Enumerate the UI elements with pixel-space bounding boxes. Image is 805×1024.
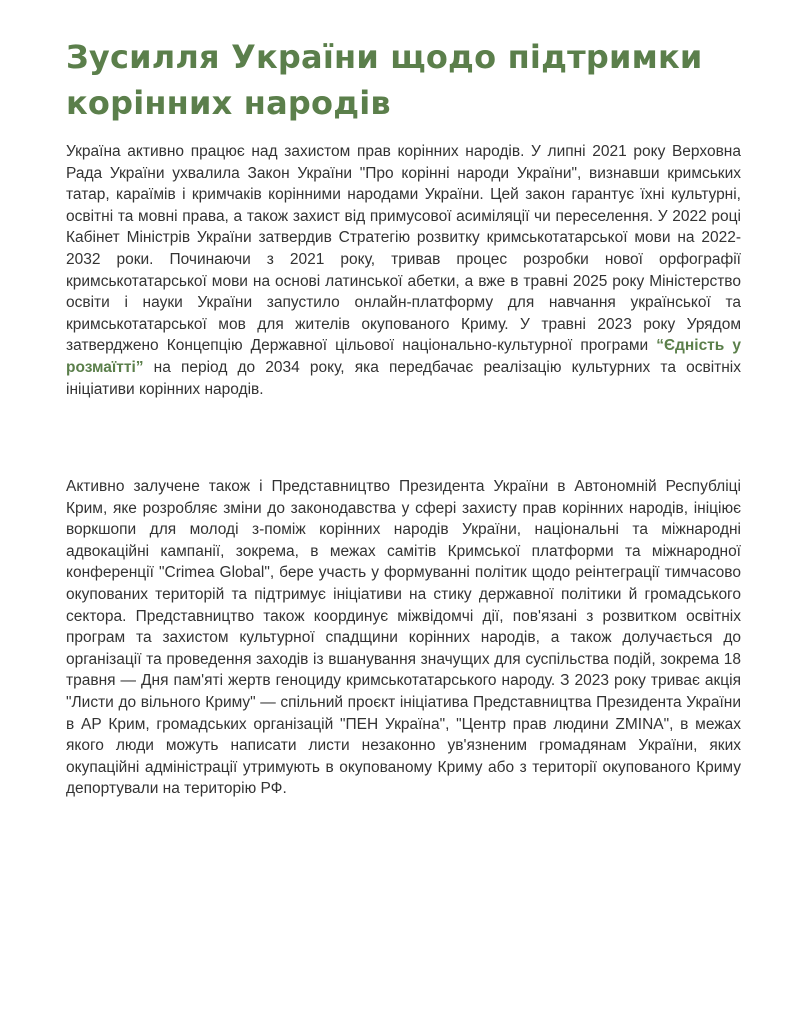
paragraph-1-part-1: Україна активно працює над захистом прав корінних народів. У липні 2021 року Верховна Рада України ухвалила Закон України "Про корінні народи України", визнавши кримських татар, караїмів і кримчаків корінними народами України. Цей закон гарантує їхні культурні, освітні та мовні права, а також захист від примусової асиміляції чи переселення. У 2022 році Кабінет Міністрів України затвердив Стратегію розвитку кримськотатарської мови на 2022-2032 роки. Починаючи з 2021 року, тривав процес розробки нової орфографії кримськотатарської мови на основі латинської абетки, а вже в травні 2025 року Міністерство освіти і науки України запустило онлайн-платформу для навчання української та кримськотатарської мов для жителів окупованого Криму. У травні 2023 року Урядом затверджено Концепцію Державної цільової національно-культурної програми — [66, 143, 741, 355]
program-name-highlight: “Єдність у розмаїтті” — [66, 337, 741, 376]
page-title: Зусилля України щодо підтримки корінних народів — [66, 38, 703, 122]
paragraph-2 — [66, 476, 741, 800]
paragraph-2-text: Активно залучене також і Представництво Президента України в Автономній Республіці Крим, яке розробляє зміни до законодавства у сфері захисту прав корінних народів, ініціює воркшопи для молоді з-поміж корінних народів України, національні та міжнародні адвокаційні кампанії, зокрема, в межах самітів Кримської платформи та міжнародної конференції "Crimea Global", бере участь у формуванні політик щодо реінтеграції тимчасово окупованих територій та підтримує ініціативи на стику державної політики й громадського сектора. Представництво також координує міжвідомчі дії, пов'язані з розвитком освітніх програм та захистом культурної спадщини корінних народів, а також долучається до організації та проведення заходів із вшанування значущих для суспільства подій, зокрема 18 травня — Дня пам'яті жертв геноциду кримськотатарського народу. З 2023 року триває акція "Листи до вільного Криму" — спільний проєкт ініціатива Представництва Президента України в АР Крим, громадських організацій "ПЕН Україна", "Центр прав людини ZMINA", в межах якого люди можуть написати листи незаконно ув'язненим громадянам України, яких окупаційні адміністрації утримують в окупованому Криму або з території окупованого Криму депортували на територію РФ. — [66, 478, 741, 798]
paragraph-1-part-2: на період до 2034 року, яка передбачає реалізацію культурних та освітніх ініціативи корінних народів. — [66, 358, 741, 398]
paragraph-1-text — [66, 141, 741, 400]
paragraph-1 — [66, 141, 741, 400]
